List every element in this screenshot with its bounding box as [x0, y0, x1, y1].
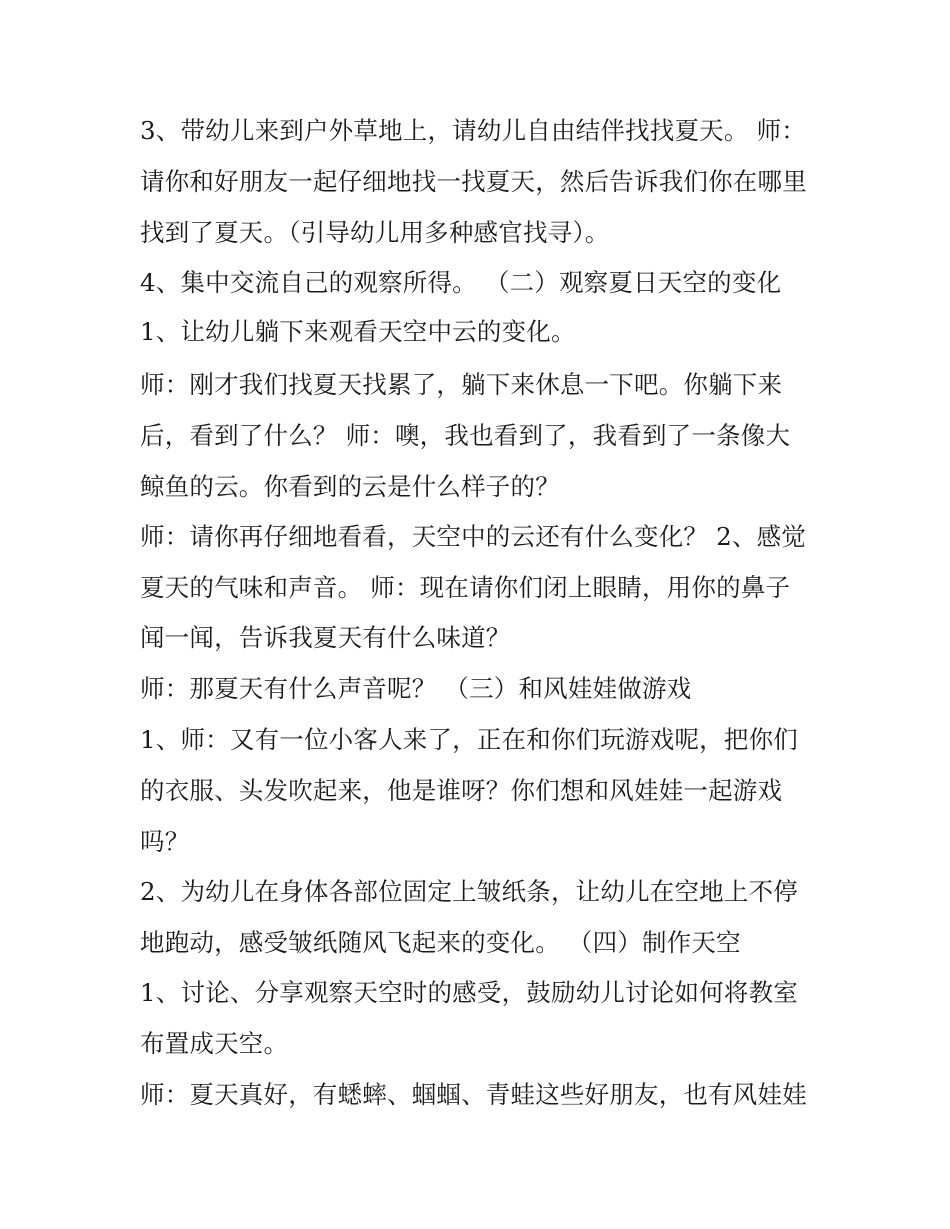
text-line: 4、集中交流自己的观察所得。 （二）观察夏日天空的变化 [140, 268, 782, 297]
text-line: 师：夏天真好，有蟋蟀、蝈蝈、青蛙这些好朋友，也有风娃娃 [140, 1080, 807, 1109]
text-line: 1、让幼儿躺下来观看天空中云的变化。 [140, 317, 576, 346]
text-line: 请你和好朋友一起仔细地找一找夏天，然后告诉我们你在哪里 [140, 167, 807, 196]
text-line: 3、带幼儿来到户外草地上，请幼儿自由结伴找找夏天。 师： [140, 116, 806, 145]
text-line: 师：刚才我们找夏天找累了，躺下来休息一下吧。你躺下来 [140, 370, 783, 399]
text-line: 夏天的气味和声音。 师：现在请你们闭上眼睛，用你的鼻子 [140, 573, 791, 602]
text-line: 师：请你再仔细地看看，天空中的云还有什么变化？ 2、感觉 [140, 522, 806, 551]
text-line: 师：那夏天有什么声音呢？ （三）和风娃娃做游戏 [140, 674, 692, 703]
text-line: 后，看到了什么？ 师：噢，我也看到了，我看到了一条像大 [140, 421, 791, 450]
text-line: 地跑动，感受皱纸随风飞起来的变化。 （四）制作天空 [140, 928, 741, 957]
text-line: 布置成天空。 [140, 1029, 289, 1058]
text-line: 找到了夏天。（引导幼儿用多种感官找寻）。 [140, 218, 610, 247]
text-line: 吗？ [140, 827, 190, 856]
text-line: 1、讨论、分享观察天空时的感受，鼓励幼儿讨论如何将教室 [140, 978, 798, 1007]
text-line: 闻一闻，告诉我夏天有什么味道？ [140, 623, 511, 652]
text-line: 鲸鱼的云。你看到的云是什么样子的？ [140, 472, 560, 501]
text-line: 1、师：又有一位小客人来了，正在和你们玩游戏呢，把你们 [140, 725, 798, 754]
text-line: 2、为幼儿在身体各部位固定上皱纸条，让幼儿在空地上不停 [140, 877, 798, 906]
text-line: 的衣服、头发吹起来，他是谁呀？你们想和风娃娃一起游戏 [140, 776, 783, 805]
